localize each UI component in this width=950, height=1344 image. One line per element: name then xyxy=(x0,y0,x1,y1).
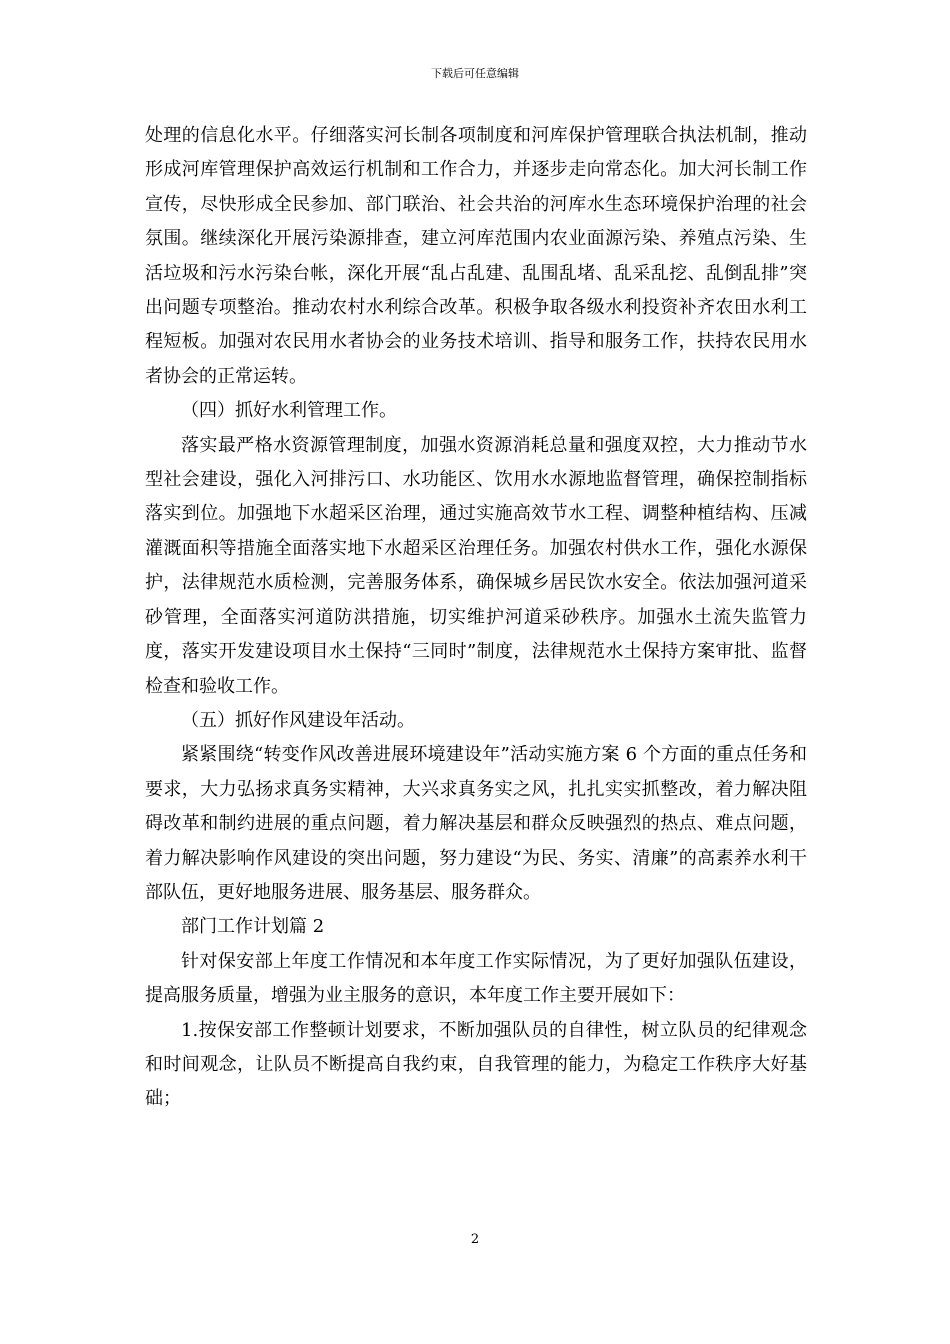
paragraph-security-item-1: 1.按保安部工作整顿计划要求，不断加强队员的自律性，树立队员的纪律观念和时间观念，让队员不断提高自我约束，自我管理的能力，为稳定工作秩序大好基础； xyxy=(145,1019,807,1110)
section-heading-4: （四）抓好水利管理工作。 xyxy=(181,400,397,422)
page-number: 2 xyxy=(470,1232,480,1247)
paragraph-work-style: 紧紧围绕“转变作风改善进展环境建设年”活动实施方案 6 个方面的重点任务和要求，大力弘扬求真务实精神，大兴求真务实之风，扎扎实实抓整改，着力解决阻碍改革和制约进展的重点问题，着力解决基层和群众反映强烈的热点、难点问题，着力解决影响作风建设的突出问题，努力建设“为民、务实、清廉”的高素养水利干部队伍，更好地服务进展、服务基层、服务群众。 xyxy=(145,744,807,903)
page-header: 下载后可任意编辑 xyxy=(431,67,519,80)
paragraph-security-intro: 针对保安部上年度工作情况和本年度工作实际情况，为了更好加强队伍建设，提高服务质量，增强为业主服务的意识，本年度工作主要开展如下： xyxy=(145,950,807,1007)
paragraph-water-management: 落实最严格水资源管理制度，加强水资源消耗总量和强度双控，大力推动节水型社会建设，强化入河排污口、水功能区、饮用水水源地监督管理，确保控制指标落实到位。加强地下水超采区治理，通过实施高效节水工程、调整种植结构、压减灌溉面积等措施全面落实地下水超采区治理任务。加强农村供水工作，强化水源保护，法律规范水质检测，完善服务体系，确保城乡居民饮水安全。依法加强河道采砂管理，全面落实河道防洪措施，切实维护河道采砂秩序。加强水土流失监管力度，落实开发建设项目水土保持“三同时”制度，法律规范水土保持方案审批、监督检查和验收工作。 xyxy=(145,434,807,697)
document-body xyxy=(145,119,807,1117)
section-heading-5: （五）抓好作风建设年活动。 xyxy=(181,709,415,731)
article-title-2: 部门工作计划篇 2 xyxy=(181,916,325,938)
paragraph-river-chief: 处理的信息化水平。仔细落实河长制各项制度和河库保护管理联合执法机制，推动形成河库管理保护高效运行机制和工作合力，并逐步走向常态化。加大河长制工作宣传，尽快形成全民参加、部门联治、社会共治的河库水生态环境保护治理的社会氛围。继续深化开展污染源排查，建立河库范围内农业面源污染、养殖点污染、生活垃圾和污水污染台帐，深化开展“乱占乱建、乱围乱堵、乱采乱挖、乱倒乱排”突出问题专项整治。推动农村水利综合改革。积极争取各级水利投资补齐农田水利工程短板。加强对农民用水者协会的业务技术培训、指导和服务工作，扶持农民用水者协会的正常运转。 xyxy=(145,125,807,387)
